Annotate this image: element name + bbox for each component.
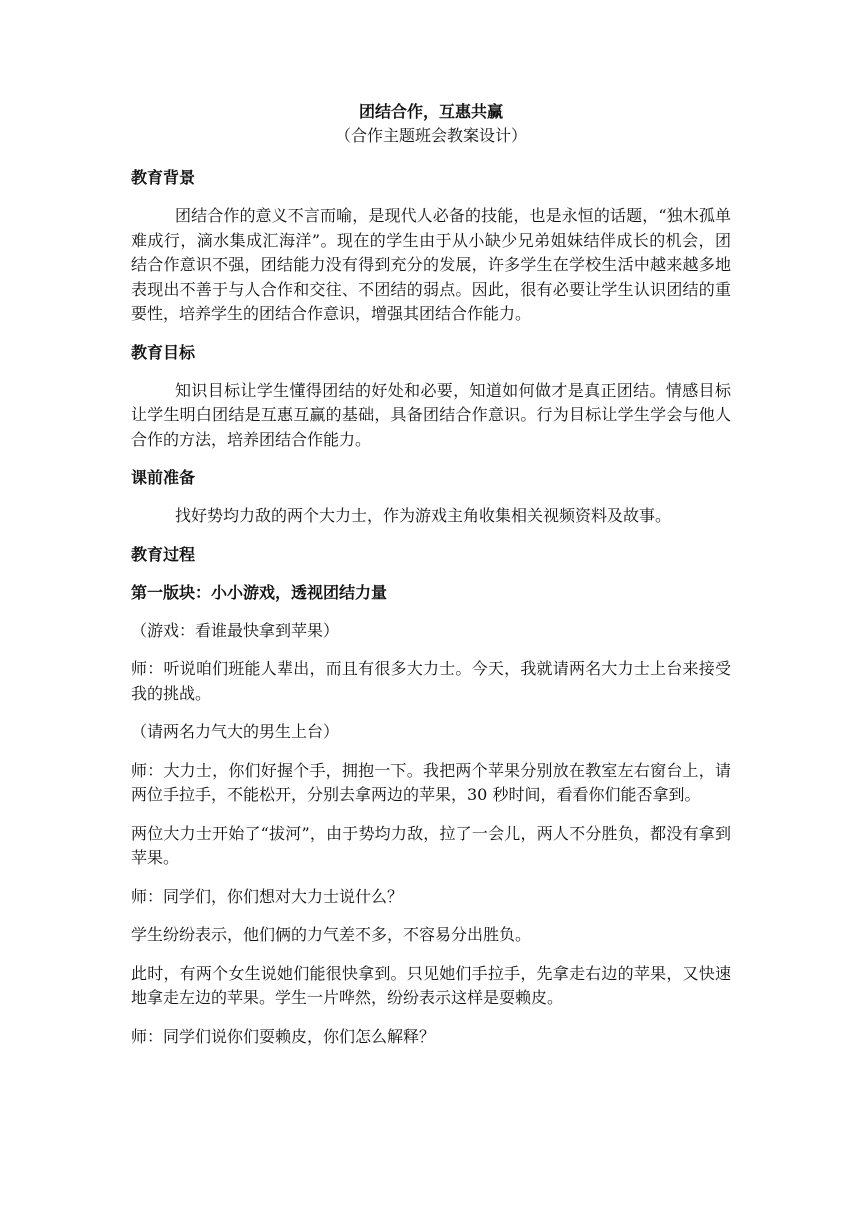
process-paragraph: 此时，有两个女生说她们能很快拿到。只见她们手拉手，先拿走右边的苹果，又快速地拿走左边的苹果。学生一片哗然，纷纷表示这样是耍赖皮。 — [131, 963, 731, 1007]
process-paragraph: 师：听说咱们班能人辈出，而且有很多大力士。今天，我就请两名大力士上台来接受我的挑战。 — [131, 659, 731, 703]
section-heading-background: 教育背景 — [131, 168, 196, 187]
document-subtitle: （合作主题班会教案设计） — [334, 126, 527, 145]
process-paragraph: （请两名力气大的男生上台） — [131, 722, 340, 741]
subsection-heading-part1: 第一版块：小小游戏，透视团结力量 — [131, 582, 388, 602]
section-text-background: 团结合作的意义不言而喻，是现代人必备的技能，也是永恒的话题，“独木孤单难成行，滴水集成汇海洋”。现在的学生由于从小缺少兄弟姐妹结伴成长的机会，团结合作意识不强，团结能力没有得到充分的发展，许多学生在学校生活中越来越多地表现出不善于与人合作和交往、不团结的弱点。因此，很有必要让学生认识团结的重要性，培养学生的团结合作意识，增强其团结合作能力。 — [131, 206, 731, 323]
document-title: 团结合作，互惠共赢 — [358, 102, 503, 121]
process-paragraph: 师：同学们，你们想对大力士说什么？ — [131, 886, 404, 906]
section-text-goals: 知识目标让学生懂得团结的好处和必要，知道如何做才是真正团结。情感目标让学生明白团结是互惠互赢的基础，具备团结合作意识。行为目标让学生学会与他人合作的方法，培养团结合作能力。 — [131, 380, 731, 449]
process-paragraph: 两位大力士开始了“拔河”，由于势均力敌，拉了一会儿，两人不分胜负，都没有拿到苹果。 — [131, 823, 731, 867]
section-heading-preparation: 课前准备 — [131, 468, 196, 487]
process-paragraph: （游戏：看谁最快拿到苹果） — [131, 620, 340, 640]
section-heading-goals: 教育目标 — [131, 342, 196, 362]
document-page — [131, 100, 731, 1063]
section-heading-process: 教育过程 — [131, 544, 196, 564]
process-paragraph: 师：同学们说你们耍赖皮，你们怎么解释？ — [131, 1026, 436, 1046]
process-paragraph: 师：大力士，你们好握个手，拥抱一下。我把两个苹果分别放在教室左右窗台上，请两位手拉手，不能松开，分别去拿两边的苹果，30 秒时间，看看你们能否拿到。 — [131, 760, 731, 804]
process-paragraph: 学生纷纷表示，他们俩的力气差不多，不容易分出胜负。 — [131, 925, 532, 944]
section-text-preparation: 找好势均力敌的两个大力士，作为游戏主角收集相关视频资料及故事。 — [175, 506, 672, 525]
